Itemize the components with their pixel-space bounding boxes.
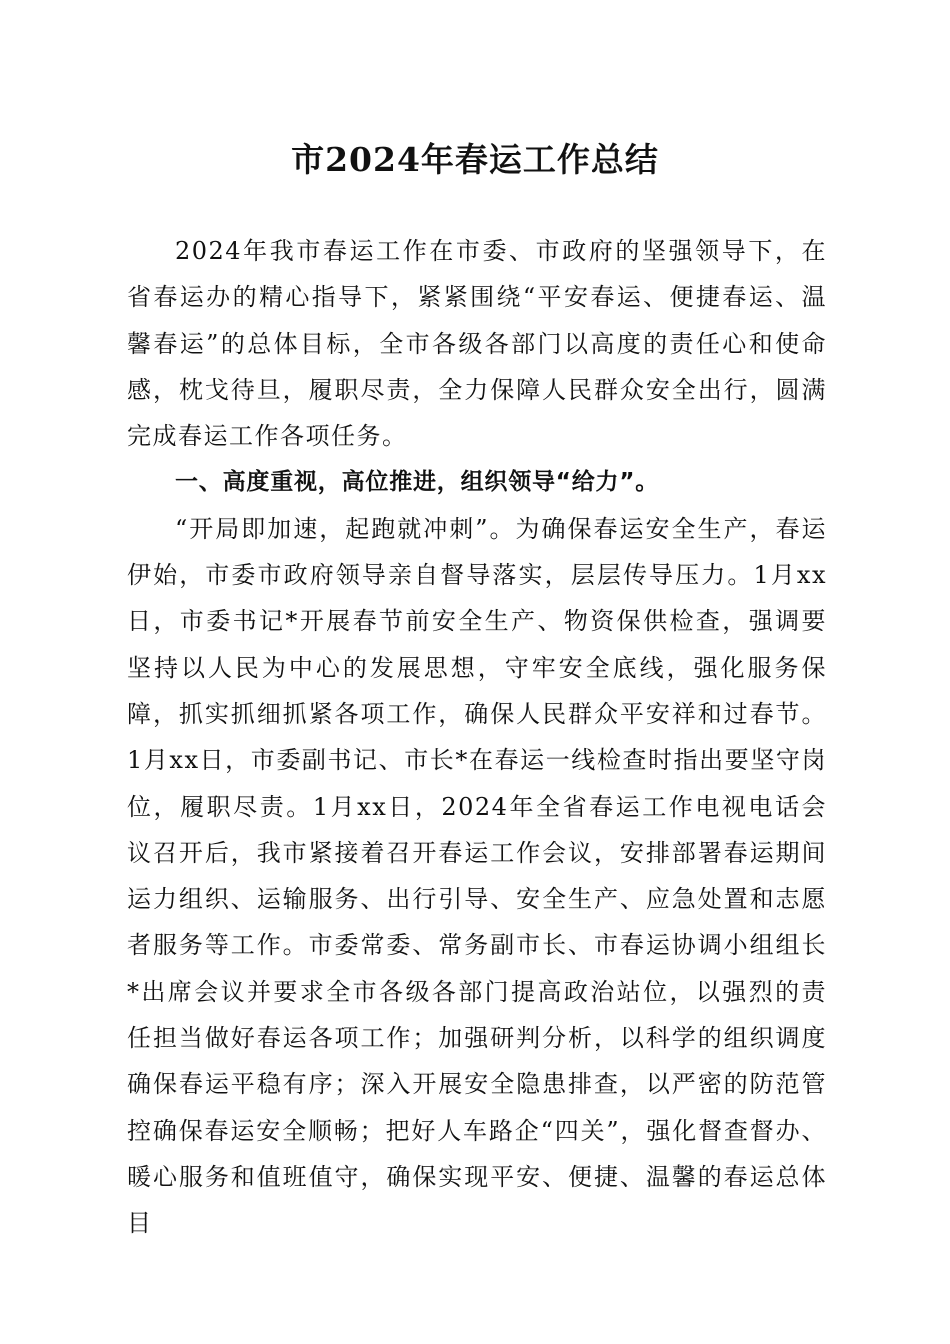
section-paragraph: “开局即加速，起跑就冲刺”。为确保春运安全生产，春运伊始，市委市政府领导亲自督导落实，层层传导压力。1月xx日，市委书记*开展春节前安全生产、物资保供检查，强调要坚持以人民为中心的发展思想，守牢安全底线，强化服务保障，抓实抓细抓紧各项工作，确保人民群众平安祥和过春节。1月xx日，市委副书记、市长*在春运一线检查时指出要坚守岗位，履职尽责。1月xx日，2024年全省春运工作电视电话会议召开后，我市紧接着召开春运工作会议，安排部署春运期间运力组织、运输服务、出行引导、安全生产、应急处置和志愿者服务等工作。市委常委、常务副市长、市春运协调小组组长*出席会议并要求全市各级各部门提高政治站位，以强烈的责任担当做好春运各项工作；加强研判分析，以科学的组织调度确保春运平稳有序；深入开展安全隐患排查，以严密的防范管控确保春运安全顺畅；把好人车路企“四关”，强化督查督办、暖心服务和值班值守，确保实现平安、便捷、温馨的春运总体目 <box>127 514 827 1238</box>
document-body <box>127 228 827 1247</box>
document-title: 市2024年春运工作总结 <box>291 140 659 179</box>
intro-paragraph: 2024年我市春运工作在市委、市政府的坚强领导下，在省春运办的精心指导下，紧紧围绕“平安春运、便捷春运、温馨春运”的总体目标，全市各级各部门以高度的责任心和使命感，枕戈待旦，履职尽责，全力保障人民群众安全出行，圆满完成春运工作各项任务。 <box>127 237 827 451</box>
section-heading: 一、高度重视，高位推进，组织领导“给力”。 <box>175 469 660 496</box>
